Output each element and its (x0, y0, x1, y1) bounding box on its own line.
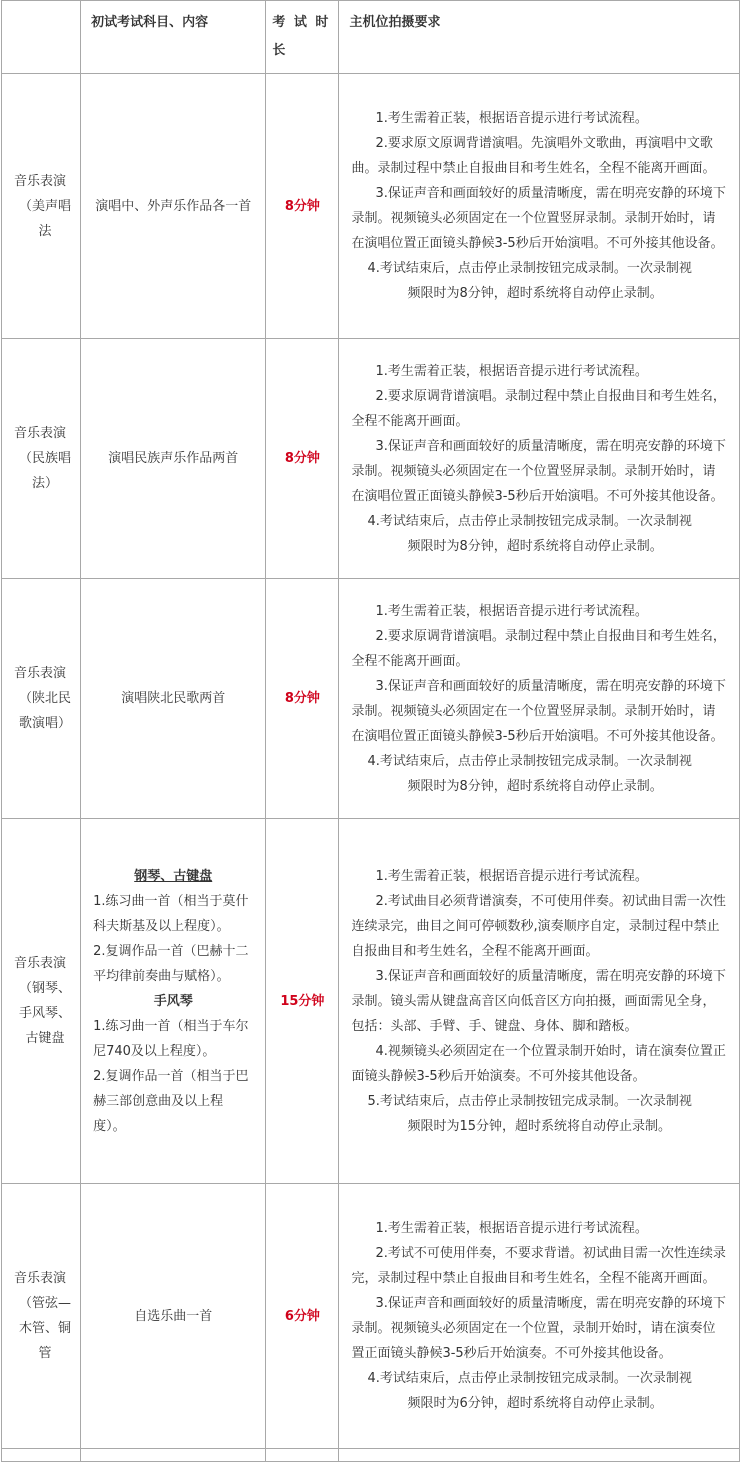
duration-cell: 8分钟 (266, 579, 339, 819)
requirement-item: 频限时为6分钟，超时系统将自动停止录制。 (407, 1396, 663, 1411)
table-row-woodwind-brass (2, 1184, 740, 1449)
requirements-cell (339, 579, 740, 819)
requirement-item: 4.考试结束后，点击停止录制按钮完成录制。一次录制视 (367, 1371, 692, 1386)
requirement-item: 5.考试结束后，点击停止录制按钮完成录制。一次录制视 (367, 1093, 692, 1109)
content-item: 1.练习曲一首（相当于莫什科夫斯基及以上程度）。 (93, 893, 249, 934)
duration-cell: 15分钟 (266, 819, 339, 1184)
subject-name: 音乐表演 (14, 426, 67, 441)
content-cell: 演唱陕北民歌两首 (81, 579, 266, 819)
requirement-item: 4.视频镜头必须固定在一个位置录制开始时，请在演奏位置正面镜头静候3-5秒后开始演奏。不可外接其他设备。 (351, 1043, 726, 1084)
requirement-item: 1.考生需着正装，根据语音提示进行考试流程。 (375, 603, 648, 619)
requirement-item: 3.保证声音和画面较好的质量清晰度，需在明亮安静的环境下录制。视频镜头必须固定在一个位置竖屏录制。录制开始时，请在演唱位置正面镜头静候3-5秒后开始演唱。不可外接其他设备。 (351, 186, 726, 251)
requirement-item: 1.考生需着正装，根据语音提示进行考试流程。 (375, 111, 648, 126)
duration-cell: 8分钟 (266, 74, 339, 339)
requirement-item: 3.保证声音和画面较好的质量清晰度，需在明亮安静的环境下录制。视频镜头必须固定在一个位置竖屏录制。录制开始时，请在演唱位置正面镜头静候3-5秒后开始演唱。不可外接其他设备。 (351, 678, 726, 744)
subject-detail: （美声唱法 (19, 198, 72, 239)
requirement-item: 4.考试结束后，点击停止录制按钮完成录制。一次录制视 (367, 753, 692, 769)
requirements-cell (339, 339, 740, 579)
requirement-item: 2.考试不可使用伴奏，不要求背谱。初试曲目需一次性连续录完，录制过程中禁止自报曲目和考生姓名，全程不能离开画面。 (351, 1246, 726, 1286)
subject-detail: （陕北民歌演唱） (19, 691, 72, 731)
header-content-cell: 初试考试科目、内容 (81, 1, 266, 74)
subject-name: 音乐表演 (14, 173, 67, 189)
table-row-piano (2, 819, 740, 1184)
content-heading-accordion: 手风琴 (153, 993, 193, 1009)
subject-name: 音乐表演 (14, 956, 67, 971)
table-row-folk-singing (2, 339, 740, 579)
requirement-item: 频限时为8分钟，超时系统将自动停止录制。 (407, 286, 663, 301)
content-cell (81, 819, 266, 1184)
table-row-bel-canto (2, 74, 740, 339)
header-subject-cell (2, 1, 81, 74)
requirements-cell (339, 1184, 740, 1449)
content-cell: 演唱民族声乐作品两首 (81, 339, 266, 579)
continuation-cell (266, 1449, 339, 1462)
content-heading-piano: 钢琴、古键盘 (134, 868, 213, 884)
content-item: 2.复调作品一首（相当于巴赫三部创意曲及以上程度）。 (93, 1068, 249, 1134)
subject-detail: （钢琴、手风琴、古键盘 (19, 981, 72, 1046)
content-item: 2.复调作品一首（巴赫十二平均律前奏曲与赋格）。 (93, 943, 249, 984)
subject-cell (2, 819, 81, 1184)
requirement-item: 4.考试结束后，点击停止录制按钮完成录制。一次录制视 (367, 261, 692, 276)
table-header-row (2, 1, 740, 74)
requirement-item: 3.保证声音和画面较好的质量清晰度，需在明亮安静的环境下录制。视频镜头必须固定在一个位置，录制开始时，请在演奏位置正面镜头静候3-5秒后开始演奏。不可外接其他设备。 (351, 1296, 726, 1361)
requirement-item: 3.保证声音和画面较好的质量清晰度，需在明亮安静的环境下录制。镜头需从键盘高音区向低音区方向拍摄，画面需见全身，包括：头部、手臂、手、键盘、身体、脚和踏板。 (351, 968, 726, 1034)
subject-cell (2, 1184, 81, 1449)
requirement-item: 频限时为15分钟，超时系统将自动停止录制。 (407, 1118, 671, 1134)
requirements-cell (339, 819, 740, 1184)
subject-name: 音乐表演 (14, 1271, 67, 1286)
requirement-item: 2.要求原调背谱演唱。录制过程中禁止自报曲目和考生姓名，全程不能离开画面。 (351, 388, 726, 429)
requirement-item: 3.保证声音和画面较好的质量清晰度，需在明亮安静的环境下录制。视频镜头必须固定在一个位置竖屏录制。录制开始时，请在演唱位置正面镜头静候3-5秒后开始演唱。不可外接其他设备。 (351, 438, 726, 504)
continuation-cell (81, 1449, 266, 1462)
subject-name: 音乐表演 (14, 666, 67, 681)
table-row-shaanbei-folk (2, 579, 740, 819)
subject-cell (2, 74, 81, 339)
duration-cell: 8分钟 (266, 339, 339, 579)
header-requirements-cell: 主机位拍摄要求 (339, 1, 740, 74)
requirement-item: 2.考试曲目必须背谱演奏，不可使用伴奏。初试曲目需一次性连续录完，曲目之间可停顿数秒,演奏顺序自定，录制过程中禁止自报曲目和考生姓名，全程不能离开画面。 (351, 893, 726, 959)
requirement-item: 1.考生需着正装，根据语音提示进行考试流程。 (375, 363, 648, 379)
requirement-item: 频限时为8分钟，超时系统将自动停止录制。 (407, 538, 663, 554)
content-cell: 演唱中、外声乐作品各一首 (81, 74, 266, 339)
requirement-item: 4.考试结束后，点击停止录制按钮完成录制。一次录制视 (367, 513, 692, 529)
subject-detail: （管弦—木管、铜管 (19, 1296, 72, 1361)
subject-detail: （民族唱法） (19, 451, 72, 491)
continuation-cell (339, 1449, 740, 1462)
requirements-cell (339, 74, 740, 339)
exam-requirements-table (1, 0, 740, 1462)
subject-cell (2, 579, 81, 819)
duration-cell: 6分钟 (266, 1184, 339, 1449)
requirement-item: 2.要求原文原调背谱演唱。先演唱外文歌曲，再演唱中文歌曲。录制过程中禁止自报曲目和考生姓名，全程不能离开画面。 (351, 136, 716, 176)
subject-cell (2, 339, 81, 579)
requirement-item: 2.要求原调背谱演唱。录制过程中禁止自报曲目和考生姓名，全程不能离开画面。 (351, 628, 726, 669)
requirement-item: 1.考生需着正装，根据语音提示进行考试流程。 (375, 868, 648, 884)
content-cell: 自选乐曲一首 (81, 1184, 266, 1449)
table-row-continuation (2, 1449, 740, 1462)
requirement-item: 1.考生需着正装，根据语音提示进行考试流程。 (375, 1221, 648, 1236)
header-duration-cell: 考 试 时 长 (266, 1, 339, 74)
continuation-cell (2, 1449, 81, 1462)
content-item: 1.练习曲一首（相当于车尔尼740及以上程度）。 (93, 1018, 249, 1059)
requirement-item: 频限时为8分钟，超时系统将自动停止录制。 (407, 778, 663, 794)
